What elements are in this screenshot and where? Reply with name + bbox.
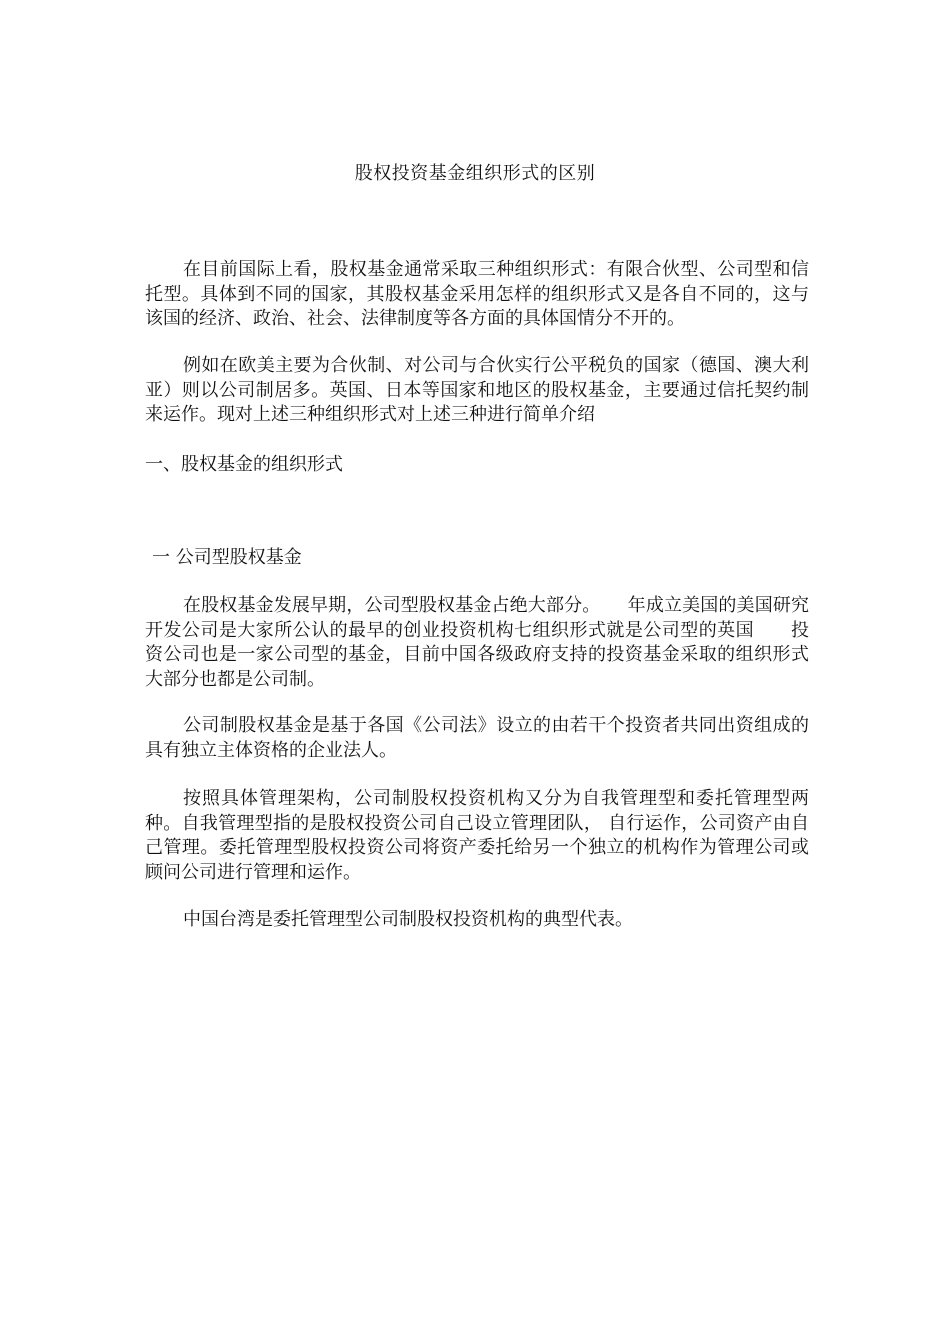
body-paragraph-4: 中国台湾是委托管理型公司制股权投资机构的典型代表。 xyxy=(183,909,633,930)
section-heading: 一、股权基金的组织形式 xyxy=(145,454,343,475)
subsection-heading: 一 公司型股权基金 xyxy=(152,547,302,568)
intro-paragraph-1: 在目前国际上看，股权基金通常采取三种组织形式：有限合伙型、公司型和信托型。具体到不同的国家，其股权基金采用怎样的组织形式又是各自不同的，这与该国的经济、政治、社会、法律制度等各方面的具体国情分不开的。 xyxy=(145,259,809,329)
body-paragraph-1: 在股权基金发展早期，公司型股权基金占绝大部分。 年成立美国的美国研究开发公司是大家所公认的最早的创业投资机构七组织形式就是公司型的英国 投资公司也是一家公司型的基金，目前中国各级政府支持的投资基金采取的组织形式大部分也都是公司制。 xyxy=(145,595,809,690)
document-title: 股权投资基金组织形式的区别 xyxy=(354,163,596,184)
intro-paragraph-2: 例如在欧美主要为合伙制、对公司与合伙实行公平税负的国家（德国、澳大利亚）则以公司制居多。英国、日本等国家和地区的股权基金，主要通过信托契约制来运作。现对上述三种组织形式对上述三种进行简单介绍 xyxy=(145,355,809,425)
body-paragraph-3: 按照具体管理架构，公司制股权投资机构又分为自我管理型和委托管理型两种。自我管理型指的是股权投资公司自己设立管理团队， 自行运作，公司资产由自己管理。委托管理型股权投资公司将资产委托给另一个独立的机构作为管理公司或顾问公司进行管理和运作。 xyxy=(145,788,809,883)
body-paragraph-2: 公司制股权基金是基于各国《公司法》设立的由若干个投资者共同出资组成的具有独立主体资格的企业法人。 xyxy=(145,715,809,761)
